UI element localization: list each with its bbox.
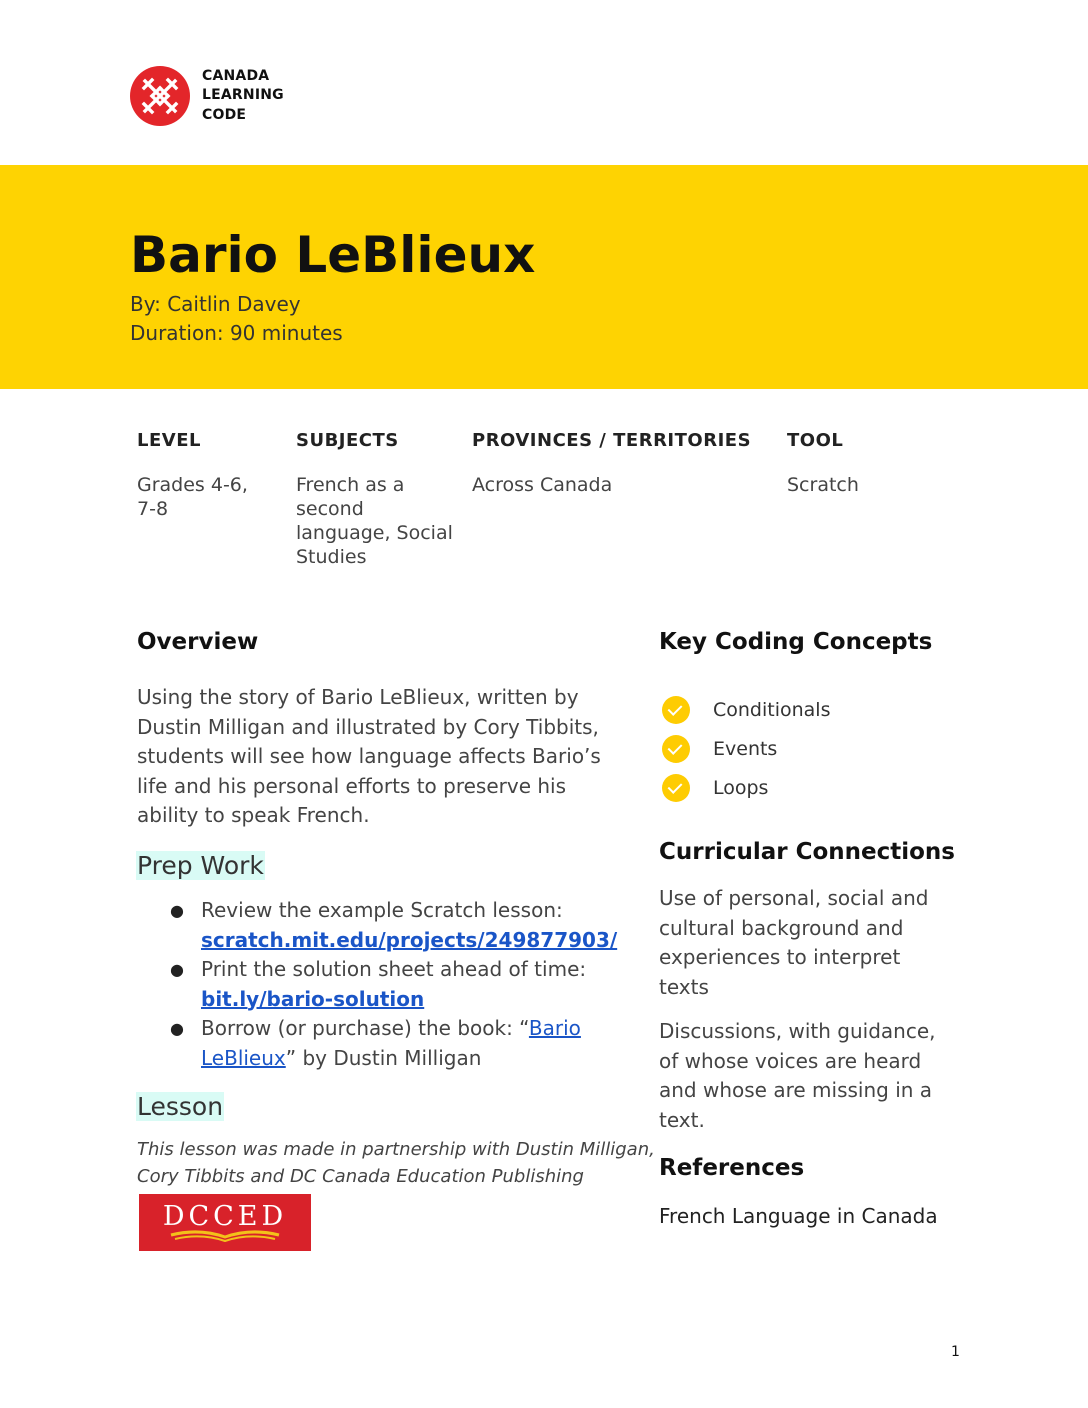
scratch-project-link[interactable]: scratch.mit.edu/projects/249877903/ bbox=[201, 927, 618, 952]
concept-label: Events bbox=[713, 737, 778, 760]
list-item bbox=[170, 896, 630, 955]
logo-line: LEARNING bbox=[202, 87, 284, 104]
list-item bbox=[662, 729, 831, 768]
author-line: By: Caitlin Davey bbox=[130, 292, 301, 316]
page-number: 1 bbox=[951, 1344, 960, 1360]
list-item bbox=[662, 690, 831, 729]
logo-wordmark bbox=[202, 67, 284, 126]
book-link[interactable]: Bario LeBlieux bbox=[201, 1016, 581, 1070]
overview-heading: Overview bbox=[137, 629, 259, 655]
check-icon bbox=[662, 774, 690, 802]
bullet-icon: ● bbox=[170, 1019, 184, 1038]
lesson-heading: Lesson bbox=[137, 1092, 224, 1121]
prep-item-text: Review the example Scratch lesson: bbox=[201, 898, 563, 922]
references-heading: References bbox=[659, 1155, 805, 1181]
provinces-heading: PROVINCES / TERRITORIES bbox=[472, 430, 752, 451]
list-item bbox=[170, 1014, 630, 1073]
check-icon bbox=[662, 696, 690, 724]
subjects-heading: SUBJECTS bbox=[296, 430, 399, 451]
dcced-logo-icon bbox=[139, 1194, 311, 1251]
curricular-item: Use of personal, social and cultural background and experiences to interpret texts bbox=[659, 886, 929, 999]
concept-label: Loops bbox=[713, 776, 769, 799]
prep-item-text: Borrow (or purchase) the book: “ bbox=[201, 1016, 529, 1040]
tool-heading: TOOL bbox=[787, 430, 844, 451]
concept-label: Conditionals bbox=[713, 698, 831, 721]
prep-work-list bbox=[170, 896, 630, 1073]
page-title: Bario LeBlieux bbox=[130, 226, 536, 284]
level-heading: LEVEL bbox=[137, 430, 201, 451]
prep-item-text: Print the solution sheet ahead of time: bbox=[201, 957, 587, 981]
dcced-logo-text: DCCED bbox=[162, 1201, 288, 1232]
level-value: Grades 4-6, 7-8 bbox=[137, 474, 248, 520]
subjects-value: French as a second language, Social Studies bbox=[296, 474, 453, 568]
overview-text: Using the story of Bario LeBlieux, written by Dustin Milligan and illustrated by Cory Tibbits, students will see how language affects Bario’s life and his personal efforts to preserve his ability to speak French. bbox=[137, 685, 601, 827]
reference-item: French Language in Canada bbox=[659, 1204, 938, 1228]
logo-line: CANADA bbox=[202, 67, 270, 84]
curricular-item: Discussions, with guidance, of whose voices are heard and whose are missing in a text. bbox=[659, 1019, 936, 1132]
provinces-value: Across Canada bbox=[472, 474, 613, 496]
key-concepts-list bbox=[662, 690, 831, 807]
curricular-heading: Curricular Connections bbox=[659, 839, 955, 865]
lesson-note: This lesson was made in partnership with Dustin Milligan, Cory Tibbits and DC Canada Education Publishing bbox=[137, 1139, 655, 1187]
canada-learning-code-logo bbox=[130, 66, 284, 126]
logo-mark-icon bbox=[130, 66, 190, 126]
prep-item-text: ” by Dustin Milligan bbox=[285, 1045, 482, 1070]
prep-work-heading: Prep Work bbox=[137, 851, 264, 880]
bullet-icon: ● bbox=[170, 960, 184, 979]
tool-value: Scratch bbox=[787, 474, 859, 496]
check-icon bbox=[662, 735, 690, 763]
duration-line: Duration: 90 minutes bbox=[130, 321, 343, 345]
key-concepts-heading: Key Coding Concepts bbox=[659, 629, 933, 655]
list-item bbox=[662, 768, 831, 807]
solution-sheet-link[interactable]: bit.ly/bario-solution bbox=[201, 986, 425, 1011]
bullet-icon: ● bbox=[170, 901, 184, 920]
logo-line: CODE bbox=[202, 106, 247, 123]
list-item bbox=[170, 955, 630, 1014]
